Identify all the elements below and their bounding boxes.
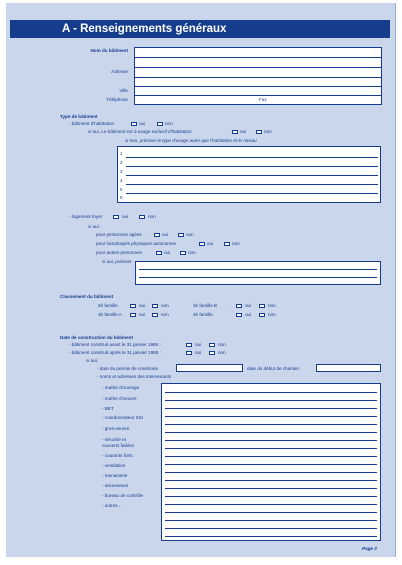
checkbox-autres-non[interactable] [180,251,186,255]
intervenant-label: - bureau de contrôle [102,493,144,498]
label-intervenants: - noms et adresses des intervenants [97,374,172,379]
rule [165,480,377,481]
label-non: non [148,214,156,219]
label-non: non [161,312,169,317]
general-info-box[interactable] [134,47,382,105]
rule [165,432,377,433]
rule [165,488,377,489]
checkbox-foyer-non[interactable] [139,215,145,219]
rule [165,416,377,417]
checkbox-f4-oui[interactable] [236,313,242,317]
label-famille-3b: 3è famille B [193,303,218,308]
rule [165,448,377,449]
intervenant-label: - menuiserie [102,473,128,478]
checkbox-agees-non[interactable] [178,233,184,237]
label-telephone: Téléphone [106,97,128,102]
line-number: 3 [120,169,123,174]
label-famille-4: 4è famille [193,312,213,317]
intervenant-label: - sécurité et [102,437,126,442]
label-oui: oui [195,342,202,347]
label-oui: oui [195,350,202,355]
checkbox-f3a-non[interactable] [152,313,158,317]
intervenant-label: - coordonnateur SSI [102,415,144,420]
checkbox-autres-oui[interactable] [156,251,162,255]
label-non: non [161,303,169,308]
label-si-oui-construction: si oui, [86,358,99,363]
label-usage-exclusif: si oui, Le bâtiment est à usage exclusif d'habitation [88,129,192,134]
checkbox-f4-non[interactable] [259,313,265,317]
rule [134,95,382,96]
label-oui: oui [139,121,146,126]
page-number: Page 3 [362,546,377,551]
intervenant-label: couverts faibles [102,443,134,448]
checkbox-handicapes-non[interactable] [224,242,230,246]
label-avant-1986: - bâtiment construit avant le 31 janvier 1986 : [69,342,161,347]
line-number: 6 [120,195,123,200]
line-number: 1 [120,151,123,156]
line-number: 2 [120,160,123,165]
checkbox-f3b-oui[interactable] [236,304,242,308]
rule [126,157,378,158]
checkbox-f2-oui[interactable] [130,304,136,308]
label-non: non [165,121,173,126]
label-oui: oui [139,303,146,308]
checkbox-agees-oui[interactable] [154,233,160,237]
label-non: non [268,303,276,308]
label-permis: - date du permis de construire [97,366,159,371]
label-oui: oui [207,241,214,246]
rule [165,392,377,393]
rule [165,472,377,473]
label-oui: oui [122,214,129,219]
rule [165,456,377,457]
heading-type: Type de bâtiment [60,114,98,119]
rule [165,528,377,529]
label-foyer: - logement foyer [69,214,103,219]
label-non: non [218,350,226,355]
label-oui: oui [245,312,252,317]
checkbox-apres-oui[interactable] [186,351,192,355]
preciser-box[interactable] [135,261,381,285]
label-si-oui-preciser: si oui, préciser [102,259,132,264]
intervenants-box[interactable] [161,383,381,541]
label-ville: Ville [119,88,128,93]
rule [134,57,382,58]
rule [165,440,377,441]
section-title: A - Renseignements généraux [10,20,390,38]
rule [165,464,377,465]
intervenant-label: - maître d'ouvrage [102,385,140,390]
rule [134,77,382,78]
label-non: non [186,232,194,237]
checkbox-avant-non[interactable] [209,343,215,347]
checkbox-exclusif-non[interactable] [256,130,262,134]
label-oui: oui [164,250,171,255]
label-famille-3a: 3è famille A [98,312,122,317]
intervenant-label: - maître d'oeuvre [102,396,137,401]
label-oui: oui [139,312,146,317]
heading-construction: Date de construction du bâtiment [60,335,133,340]
checkbox-exclusif-oui[interactable] [232,130,238,134]
checkbox-f2-non[interactable] [152,304,158,308]
intervenant-label: - courants forts [102,453,133,458]
intervenant-label: - ascenseurs [102,483,129,488]
rule [134,86,382,87]
label-nom: Nom du bâtiment [90,48,128,53]
label-habitation: - bâtiment d'habitation [69,121,115,126]
label-non: non [188,250,196,255]
label-agees: pour personnes agées [96,232,142,237]
label-adresse: Adresse [111,69,128,74]
label-non: non [264,129,272,134]
label-apres-1986: - bâtiment construit après le 31 janvier 1986 : [69,350,161,355]
rule [165,504,377,505]
rule [165,520,377,521]
label-oui: oui [240,129,247,134]
label-famille-2: 2è famille [98,303,118,308]
checkbox-habitation-oui[interactable] [131,122,137,126]
rule [165,408,377,409]
intervenant-label: - ventilation [102,463,126,468]
rule [139,269,377,270]
rule [139,277,377,278]
rule [126,175,378,176]
label-oui: oui [245,303,252,308]
permis-date-field[interactable] [176,364,243,372]
checkbox-foyer-oui[interactable] [113,215,119,219]
label-fax: Fax [259,97,267,102]
intervenant-label: - gros-oeuvre [102,426,130,431]
line-number: 5 [120,187,123,192]
checkbox-avant-oui[interactable] [186,343,192,347]
rule [165,512,377,513]
label-handicapes: pour handicapés physiques autonomes [96,241,176,246]
label-oui: oui [162,232,169,237]
rule [126,166,378,167]
line-number: 4 [120,178,123,183]
rule [134,67,382,68]
checkbox-f3b-non[interactable] [259,304,265,308]
checkbox-handicapes-oui[interactable] [199,242,205,246]
label-autres: pour autres personnes [96,250,142,255]
label-non: non [268,312,276,317]
checkbox-apres-non[interactable] [209,351,215,355]
heading-classement: Classement du bâtiment [60,294,114,299]
label-preciser-type: si non, préciser le type d'usage autre que l'habitation et le niveau [125,138,257,143]
label-non: non [218,342,226,347]
intervenant-label: - autres... [102,503,122,508]
rule [165,424,377,425]
rule [165,400,377,401]
rule [165,536,377,537]
label-si-oui: si oui : [88,224,102,229]
label-debut-chantier: date du début de chantier [247,366,300,371]
checkbox-f3a-oui[interactable] [130,313,136,317]
rule [126,193,378,194]
intervenant-label: - BET [102,406,114,411]
checkbox-habitation-non[interactable] [157,122,163,126]
label-non: non [232,241,240,246]
rule [126,184,378,185]
chantier-date-field[interactable] [316,364,381,372]
rule [165,496,377,497]
